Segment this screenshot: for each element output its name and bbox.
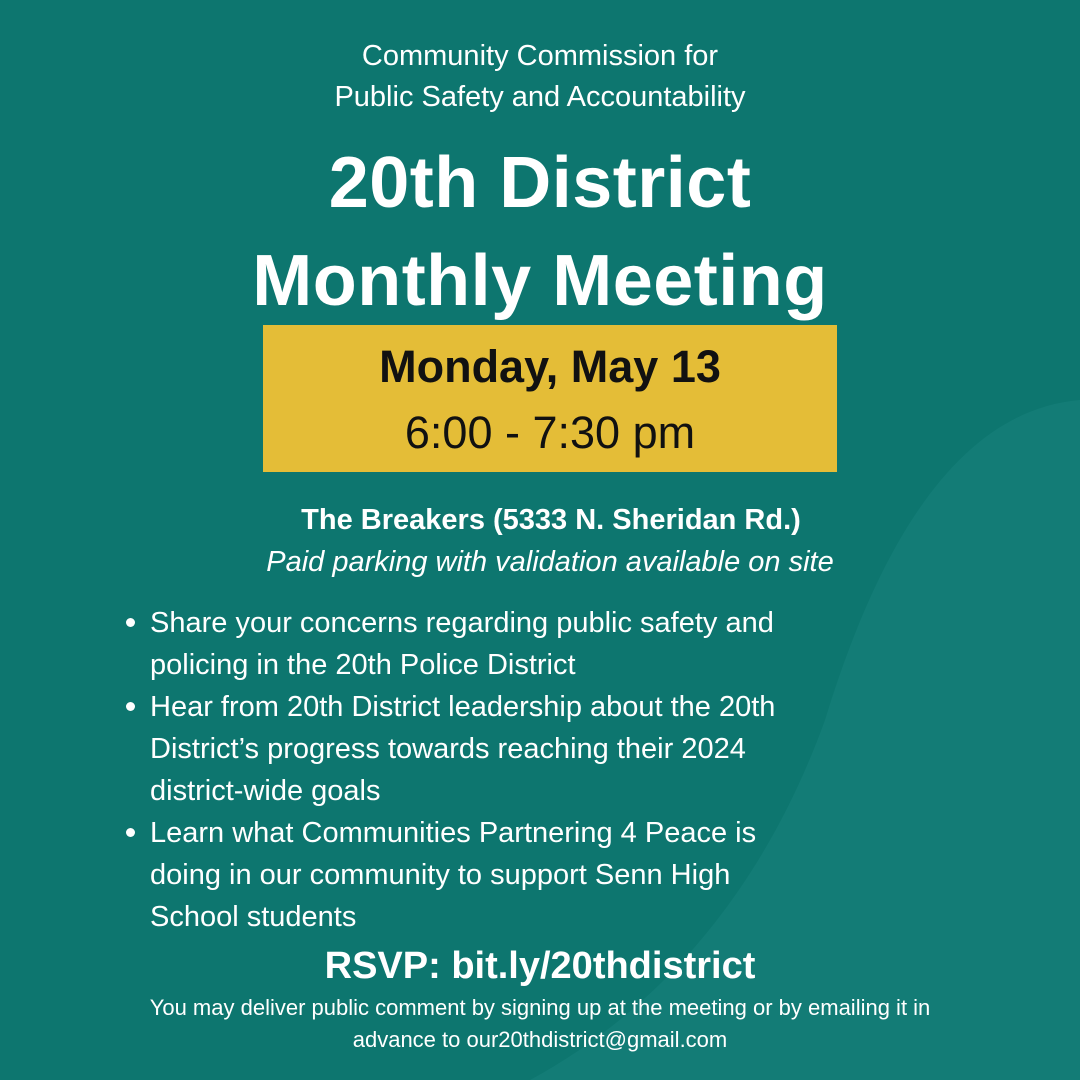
agenda-item-partnering [150,812,940,938]
event-date: Monday, May 13 [379,341,721,392]
event-title-line-1: 20th District [328,143,752,223]
parking-note: Paid parking with validation available on site [266,546,834,578]
agenda-item-leadership-line-2: District’s progress towards reaching their 2024 [150,733,746,765]
agenda-item-leadership [150,686,940,812]
organization-name [0,36,1080,118]
agenda-item-partnering-line-3: School students [150,901,357,933]
event-time: 6:00 - 7:30 pm [404,407,696,458]
agenda-list [150,602,940,938]
event-title [0,134,1080,330]
event-title-line-2: Monthly Meeting [252,241,828,321]
public-comment-line-2: advance to our20thdistrict@gmail.com [352,1027,728,1052]
public-comment-line-1: You may deliver public comment by signing up at the meeting or by emailing it in [149,995,931,1020]
agenda-item-leadership-line-1: Hear from 20th District leadership about the 20th [150,691,776,723]
organization-line-2: Public Safety and Accountability [334,81,746,113]
agenda-item-concerns-line-1: Share your concerns regarding public safety and [150,607,774,639]
agenda-item-leadership-line-3: district-wide goals [150,775,381,807]
public-comment-note [0,992,1080,1056]
rsvp-link-text: RSVP: bit.ly/20thdistrict [324,945,756,987]
agenda-item-partnering-line-1: Learn what Communities Partnering 4 Peace is [150,817,757,849]
venue-name: The Breakers (5333 N. Sheridan Rd.) [301,504,801,536]
date-time-box [263,325,837,472]
organization-line-1: Community Commission for [361,40,719,72]
agenda-item-concerns [150,602,940,686]
agenda-item-partnering-line-2: doing in our community to support Senn High [150,859,731,891]
agenda-item-concerns-line-2: policing in the 20th Police District [150,649,576,681]
